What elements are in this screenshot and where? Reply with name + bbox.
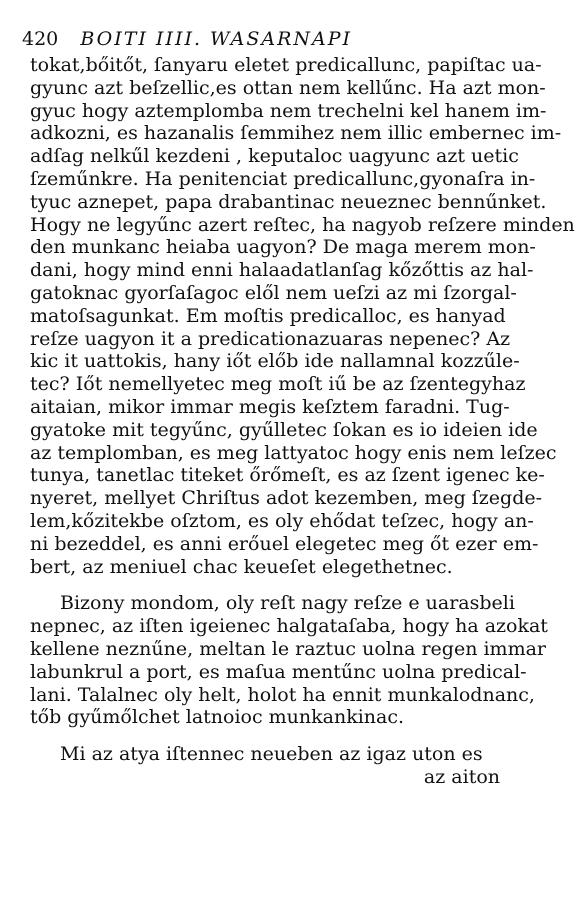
text-line: gatoknac gyorſaſagoc elől nem ueſzi az mi ſzorgal- xyxy=(30,281,517,304)
text-line: Hogy ne legyűnc azert reſtec, ha nagyob reſzere minden xyxy=(30,213,575,236)
text-line: den munkanc heiaba uagyon? De maga merem mon- xyxy=(30,236,536,259)
text-line: matoſsagunkat. Em moſtis predicalloc, es hanyad xyxy=(30,304,506,327)
text-line: gyatoke mit tegyűnc, gyűlletec ſokan es io ideien ide xyxy=(30,418,538,441)
text-line: adſag nelkűl kezdeni , keputaloc uagyunc azt uetic xyxy=(30,145,519,168)
text-line: nyeret, mellyet Chriſtus adot kezemben, meg ſzegde- xyxy=(30,487,543,510)
text-line: tunya, tanetlac titeket őrőmeſt, es az ſzent igenec ke- xyxy=(30,464,545,487)
body-text xyxy=(30,54,575,789)
text-line: aitaian, mikor immar megis keſztem faradni. Tug- xyxy=(30,395,510,418)
running-title: BOITI IIII. WASARNAPI xyxy=(80,28,353,50)
text-line: tyuc aznepet, papa drabantinac neueznec bennűnket. xyxy=(30,190,547,213)
paragraph-3 xyxy=(30,743,512,789)
text-line: lani. Talalnec oly helt, holot ha ennit munkalodnanc, xyxy=(30,683,535,706)
text-line: kellene neznűne, meltan le raztuc uolna regen immar xyxy=(30,637,546,660)
text-line: gyuc hogy aztemplomba nem trechelni kel hanem im- xyxy=(30,99,547,122)
text-line: ſzeműnkre. Ha penitenciat predicallunc,gyonaſra in- xyxy=(30,167,536,190)
text-line: tec? Iőt nemellyetec meg moſt iű be az ſzentegyhaz xyxy=(30,373,526,396)
text-line: labunkrul a port, es maſua mentűnc uolna predical- xyxy=(30,660,527,683)
text-line: Bizony mondom, oly reſt nagy reſze e uarasbeli xyxy=(60,592,515,615)
text-line: reſze uagyon it a predicationazuaras nepenec? Az xyxy=(30,327,511,350)
text-line: tokat,bőitőt, ſanyaru eletet predicallunc, papiſtac ua- xyxy=(30,54,542,76)
text-line: ni bezeddel, es anni erőuel elegetec meg őt ezer em- xyxy=(30,532,539,555)
text-line: az templomban, es meg lattyatoc hogy enis nem leſzec xyxy=(30,441,557,464)
text-line: gyunc azt beſzellic,es ottan nem kellűnc. Ha azt mon- xyxy=(30,76,546,99)
text-line: adkozni, es hazanalis ſemmihez nem illic embernec im- xyxy=(30,122,562,145)
text-line: tőb gyűmőlchet latnoioc munkankinac. xyxy=(30,706,405,729)
paragraph-gap xyxy=(30,729,512,743)
running-head xyxy=(22,28,512,54)
text-line: nepnec, az iſten igeienec halgataſaba, hogy ha azokat xyxy=(30,615,548,638)
text-line: Mi az atya iſtennec neueben az igaz uton es xyxy=(60,743,483,766)
text-line: az aiton xyxy=(423,765,500,788)
paragraph-gap xyxy=(30,578,512,592)
text-line: lem,kőzitekbe oſztom, es oly ehődat teſzec, hogy an- xyxy=(30,509,534,532)
text-line: kic it uattokis, hany iőt előb ide nallamnal kozzűle- xyxy=(30,350,520,373)
text-line: dani, hogy mind enni halaadatlanſag kőzőttis az hal- xyxy=(30,259,534,282)
paragraph-1 xyxy=(30,54,575,578)
text-line: bert, az meniuel chac keueſet elegethetnec. xyxy=(30,555,453,578)
page-number: 420 xyxy=(22,28,59,50)
paragraph-2 xyxy=(30,592,548,729)
